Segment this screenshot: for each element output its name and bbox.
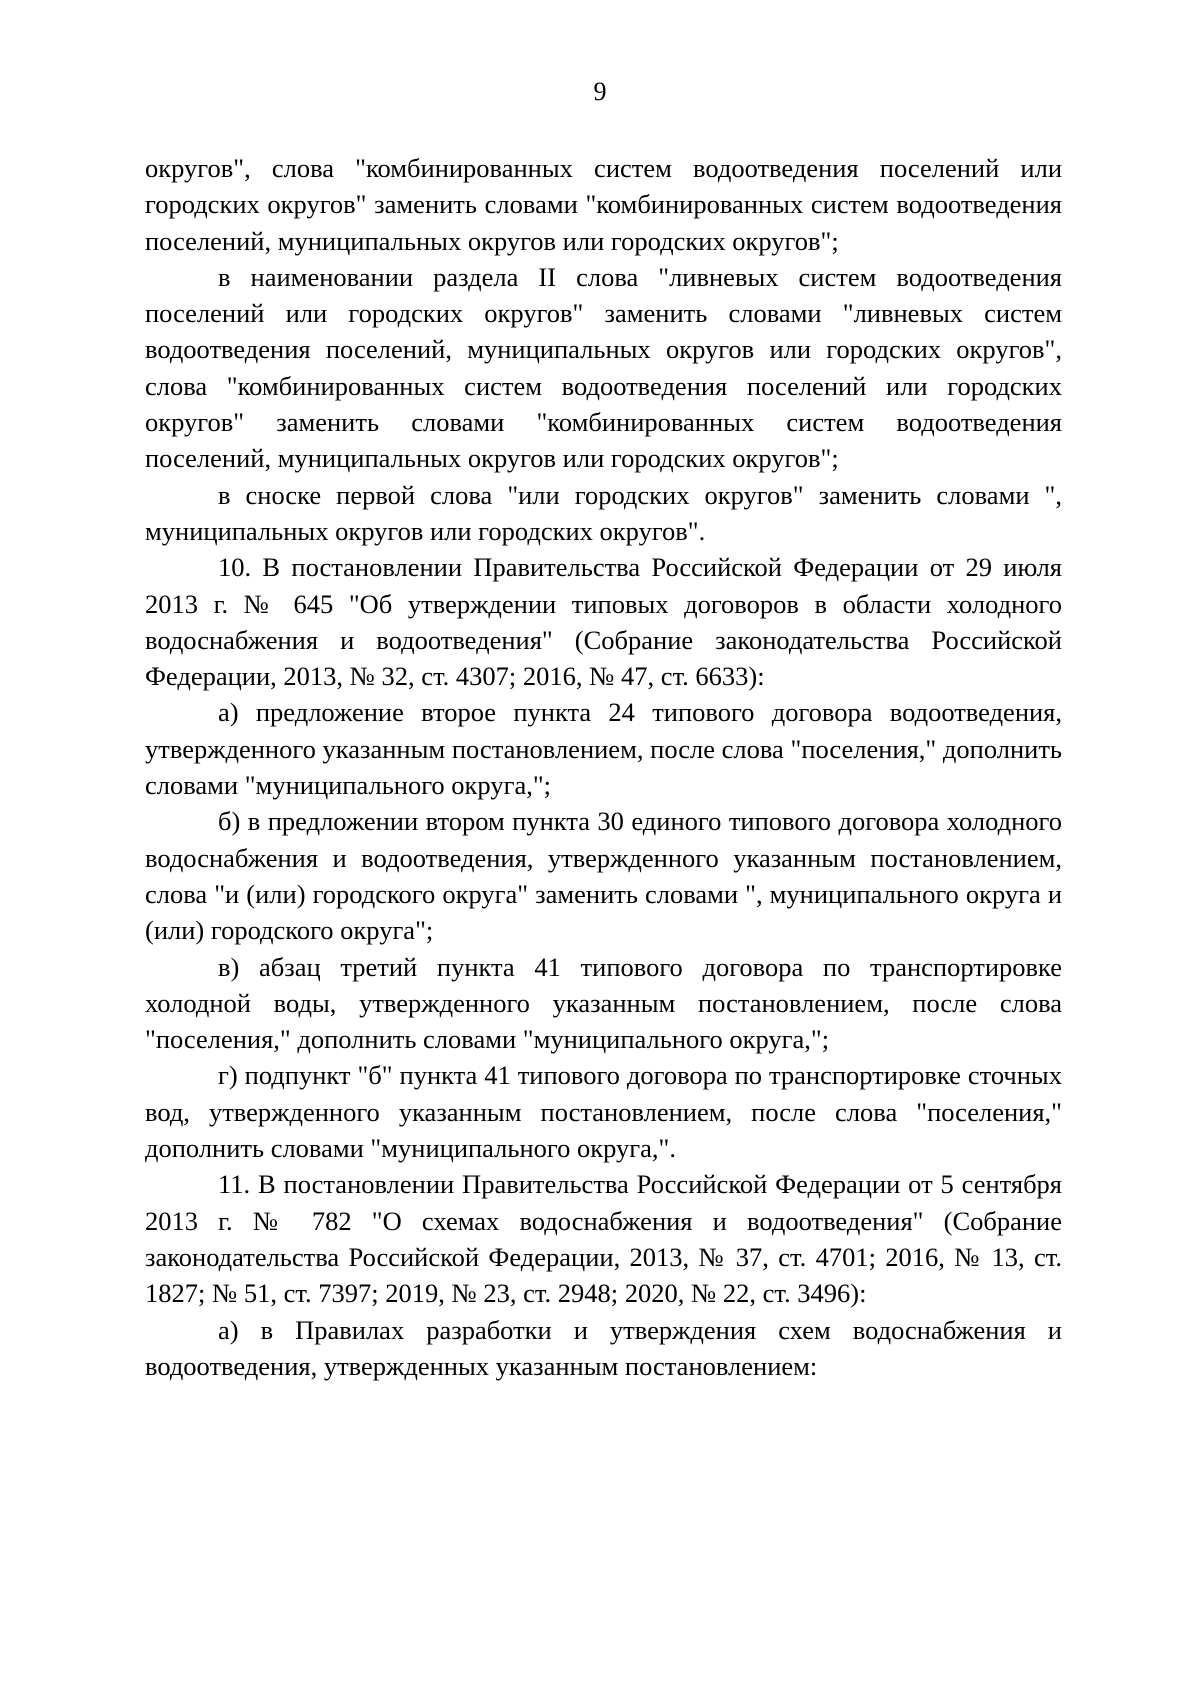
paragraph: 11. В постановлении Правительства Российской Федерации от 5 сентября 2013 г. № 782 "О схемах водоснабжения и водоотведения" (Собрание законодательства Российской Федерации, 2013, № 37, ст. 4701; 2016, № 13, ст. 1827; № 51, ст. 7397; 2019, № 23, ст. 2948; 2020, № 22, ст. 3496): bbox=[145, 1169, 1062, 1309]
paragraph: в) абзац третий пункта 41 типового договора по транспортировке холодной воды, утвержденного указанным постановлением, после слова "поселения," дополнить словами "муниципального округа,"; bbox=[145, 951, 1062, 1055]
paragraph: б) в предложении втором пункта 30 единого типового договора холодного водоснабжения и водоотведения, утвержденного указанным постановлением, слова "и (или) городского округа" заменить словами ", муниципального округа и (или) городского округа"; bbox=[145, 806, 1062, 946]
paragraph: а) предложение второе пункта 24 типового договора водоотведения, утвержденного указанным постановлением, после слова "поселения," дополнить словами "муниципального округа,"; bbox=[145, 697, 1062, 801]
paragraph: в сноске первой слова "или городских округов" заменить словами ", муниципальных округов или городских округов". bbox=[145, 479, 1062, 546]
paragraph: округов", слова "комбинированных систем водоотведения поселений или городских округов" заменить словами "комбинированных систем водоотведения поселений, муниципальных округов или городских округов"; bbox=[145, 153, 1062, 256]
paragraph: в наименовании раздела II слова "ливневых систем водоотведения поселений или городских округов" заменить словами "ливневых систем водоотведения поселений, муниципальных округов или городских округов", слова "комбинированных систем водоотведения поселений или городских округов" заменить словами "комбинированных систем водоотведения поселений, муниципальных округов или городских округов"; bbox=[145, 261, 1062, 474]
paragraph: а) в Правилах разработки и утверждения схем водоснабжения и водоотведения, утвержденных указанным постановлением: bbox=[145, 1314, 1062, 1381]
paragraph: 10. В постановлении Правительства Российской Федерации от 29 июля 2013 г. № 645 "Об утверждении типовых договоров в области холодного водоснабжения и водоотведения" (Собрание законодательства Российской Федерации, 2013, № 32, ст. 4307; 2016, № 47, ст. 6633): bbox=[145, 552, 1062, 692]
page-number: 9 bbox=[593, 77, 607, 106]
document-body bbox=[145, 150, 1062, 1384]
paragraph: г) подпункт "б" пункта 41 типового договора по транспортировке сточных вод, утвержденного указанным постановлением, после слова "поселения," дополнить словами "муниципального округа,". bbox=[145, 1060, 1062, 1164]
